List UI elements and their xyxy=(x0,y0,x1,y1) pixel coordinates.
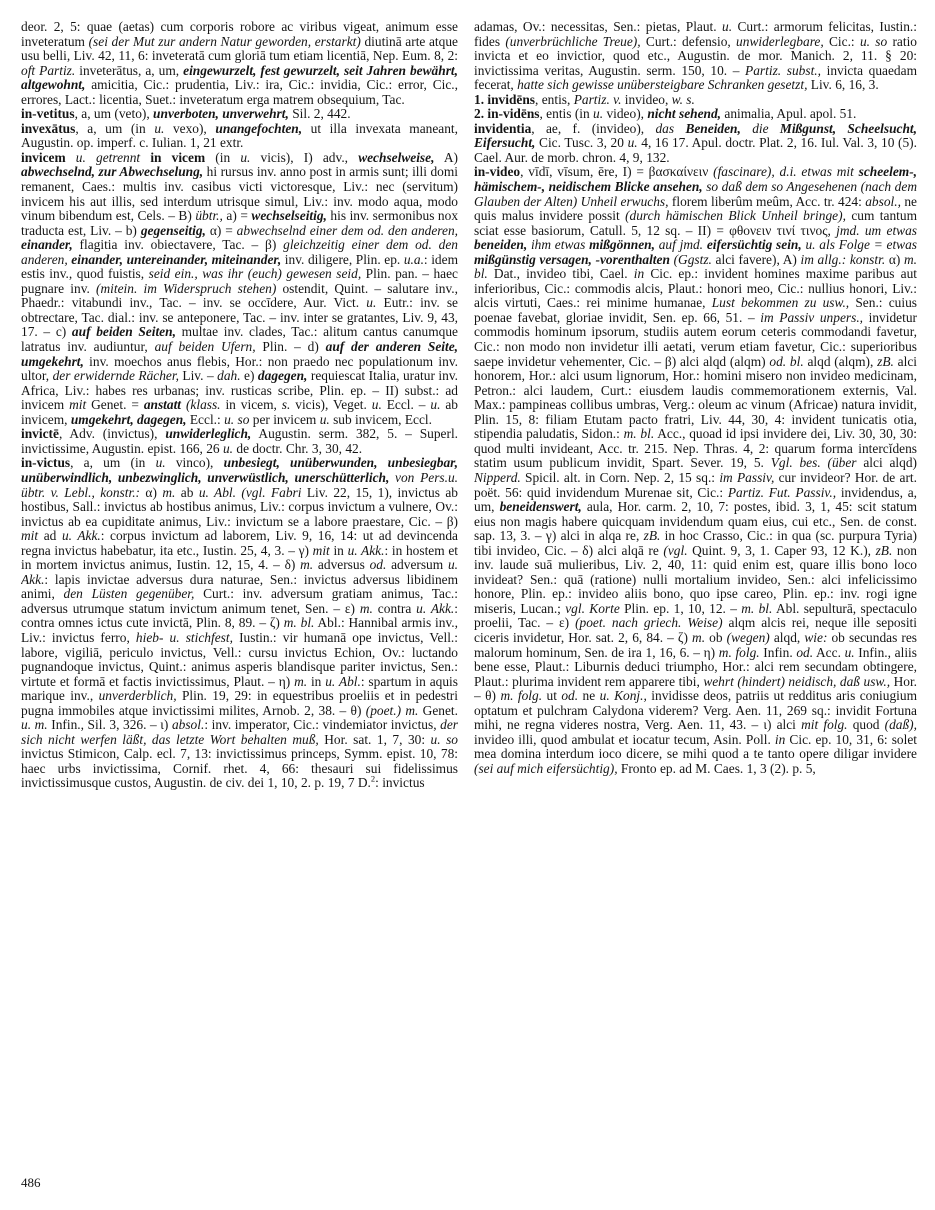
text-run: vexo), xyxy=(164,120,216,136)
text-run xyxy=(140,150,150,165)
text-run: Eccl. – xyxy=(381,397,431,413)
text-run: vicis), I) adv., xyxy=(250,149,359,165)
dictionary-entry xyxy=(474,122,917,166)
text-run: jmd. um etwas xyxy=(836,222,917,238)
text-run: so daß dem so Angesehenen (nach dem Glauben der Alten) Unheil erwuchs, xyxy=(474,179,917,209)
entry-lemma: 1. invidēns xyxy=(474,91,536,107)
text-run: ratio invicta et eo invictior, quod etc., Augustin. de mor. Manich. 2, 11. § 20: invictissima veritas, Augustin. serm. 150, 10. – xyxy=(474,33,917,78)
text-run: im Passiv unpers., xyxy=(760,309,864,325)
text-run: unangefochten, xyxy=(215,120,303,136)
text-run: quod xyxy=(847,717,885,733)
text-run: Liv. 22, 15, 1), invictus ab hostibus, Sall.: invictus ab hostibus animus, Liv.: corpus invictum a vulnere, Ov.: invictus ab ea cupiditate animus, Liv.: invictum se a labore praestare, Cic. – β) xyxy=(21,484,458,529)
text-run: zB. xyxy=(875,542,893,558)
text-run: , Adv. (invictus), xyxy=(58,426,166,442)
text-run: auf beiden Seiten, xyxy=(71,324,176,340)
text-run: ob secundas res malorum hominum, Sen. de ira 1, 16, 6. – η) xyxy=(474,629,917,660)
text-run: unwiderleglich, xyxy=(165,426,252,442)
text-run: dagegen, xyxy=(257,368,308,384)
text-run: wechselseitig, xyxy=(251,208,327,224)
text-run: wie: xyxy=(804,629,828,645)
text-run: gleichzeitig einer dem od. den anderen, xyxy=(21,237,458,267)
text-run: anstatt xyxy=(143,397,182,413)
text-run: requiescat Italia, uratur inv. Africa, Liv.: habes res urbanas; inv. rusticas scribe, Plin. ep. – II) subst.: ad invicem xyxy=(21,368,458,413)
text-run: hatte sich gewisse unübersteigbare Schranken gesetzt, xyxy=(517,77,808,93)
text-run: Genet. xyxy=(418,702,458,718)
text-run: Acc. xyxy=(813,644,845,660)
text-run: u. Akk. xyxy=(21,557,458,587)
text-run: m. bl. xyxy=(283,615,315,631)
text-run: auf beiden Ufern, xyxy=(154,339,256,355)
text-run: invidisse deos, patriis ut redditus aris coniugium optatum et pulchram Calydona viderem? Verg. Aen. 11, 269 sq.: invidit Fortuna mihi, ne regna videres nostra, Verg. Aen. 11, 43. – ι) alci xyxy=(474,688,917,733)
text-run: (vgl. xyxy=(663,542,688,558)
text-run: u. xyxy=(371,397,382,413)
text-run: multae inv. clades, Tac.: alitum cantus canumque latratus inv. audiuntur, xyxy=(21,324,458,355)
text-run: α) xyxy=(885,251,904,267)
text-run: u. getrennt xyxy=(75,149,141,165)
text-run: u. m. xyxy=(21,717,48,733)
text-run: Cic. ep.: invident homines maxime paribus aut inferioribus, Cic.: commodis alcis, Plaut.: honori meo, Cic.: nullius honori, Liv.: alcis virtuti, Caes.: rei minime humanae, xyxy=(474,266,917,311)
text-run: deor. 2, 5: quae (aetas) cum corporis robore ac viribus vigeat, animum esse inveteratum xyxy=(21,20,458,49)
text-run: vicis), Veget. xyxy=(290,397,372,413)
text-run: u. Abl. xyxy=(325,673,361,689)
text-run: : in hostem et in mortem invictus animus, Iustin. 12, 15, 4. – δ) xyxy=(21,542,458,573)
text-run: (durch hämischen Blick Unheil bringe), xyxy=(625,208,846,224)
dictionary-entry xyxy=(21,151,458,427)
text-run: alqd, xyxy=(769,629,805,645)
text-run: absol. xyxy=(171,717,205,733)
dictionary-entry xyxy=(474,165,917,776)
text-run: m. xyxy=(162,484,176,500)
text-run: mit xyxy=(312,542,330,558)
text-run: (poet. nach griech. Weise) xyxy=(575,615,723,631)
text-run: (Ggstz. xyxy=(669,251,712,267)
text-run: A) xyxy=(434,149,458,165)
text-run: invideo, xyxy=(621,91,672,107)
text-run: in xyxy=(329,542,348,558)
text-run: u. xyxy=(722,20,733,34)
text-run: u. so xyxy=(224,411,250,427)
text-run: diutinā arte atque usu belli, Liv. 42, 11, 6: inveteratā cum gloriā tum etiam licentiā, Nep. Eum. 8, 2: xyxy=(21,33,458,64)
text-run: seid ein., was ihr (euch) gewesen seid, xyxy=(148,266,362,282)
text-run: Abl. sepulturā, spectaculo proelii, Tac. – ε) xyxy=(474,600,917,631)
text-run: Infin. xyxy=(759,644,797,660)
text-run: Hor. – θ) xyxy=(474,673,917,704)
text-run: Liv. – xyxy=(178,368,218,384)
text-run: a) = xyxy=(222,208,252,224)
text-run: m. folg. xyxy=(718,644,760,660)
text-run: invicta quaedam fecerat, xyxy=(474,62,917,93)
dictionary-entry xyxy=(21,107,458,122)
text-run: Mißgunst, Scheelsucht, Eifersucht, xyxy=(474,120,917,151)
text-run: m. folg. xyxy=(500,688,543,704)
text-run: florem liberûm meûm, Acc. tr. 424: xyxy=(668,193,866,209)
text-run: unverderblich, xyxy=(98,688,177,704)
text-run: flagitia inv. obiectavere, Tac. – β) xyxy=(72,237,284,253)
text-run: Partiz. Fut. Passiv., xyxy=(727,484,837,500)
text-run: u. xyxy=(155,455,166,471)
text-run: od. xyxy=(561,688,579,704)
text-run: eifersüchtig sein, xyxy=(706,237,802,253)
text-run: hieb- u. stichfest, xyxy=(135,629,233,645)
text-run: Partiz. v. xyxy=(573,91,622,107)
text-run: Beneiden, xyxy=(685,120,741,136)
text-run: α) xyxy=(140,484,163,500)
text-run: ad xyxy=(38,528,62,544)
text-run: Curt.: defensio, xyxy=(640,33,737,49)
dictionary-entry xyxy=(21,427,458,456)
text-run: non inv. laude suā mulieribus, Liv. 2, 40, 11: quid enim est, quare illis bono loco invideat? Sen.: quā (ratione) nulli mortalium invideo, Sen.: alci infelicissimo honore, Plin. ep.: invideo aliis bono, quo ipse careo, Plin. ep.: inv. rogi igne miseris, Lucan.; xyxy=(474,542,917,616)
text-run: Lust bekommen zu usw., xyxy=(711,295,850,311)
text-run: im Passiv, xyxy=(719,469,775,485)
text-run: od. xyxy=(369,557,387,573)
text-run: od. bl. xyxy=(769,353,804,369)
text-run: zB. xyxy=(643,528,661,544)
text-run: (wegen) xyxy=(726,629,770,645)
text-run: eingewurzelt, fest gewurzelt, seit Jahren bewährt, altgewohnt, xyxy=(21,62,458,93)
text-run: oft Partiz. xyxy=(21,62,76,78)
text-run: vgl. Korte xyxy=(565,600,620,616)
text-run: s. xyxy=(281,397,291,413)
text-run: unwiderlegbare, xyxy=(736,33,824,49)
text-run: : idem estis inv., quod fuistis, xyxy=(21,251,458,282)
text-run: u. Abl. (vgl. Fabri xyxy=(198,484,302,500)
text-run: u. Akk. xyxy=(347,542,385,558)
text-run: Infin., Sil. 3, 326. – ι) xyxy=(47,717,172,733)
text-run: Hor. sat. 1, 7, 30: xyxy=(318,731,431,747)
text-run: von Pers.u. übtr. v. Lebl., konstr.: xyxy=(21,469,458,500)
text-run: u. so xyxy=(430,731,458,747)
text-run: Genet. = xyxy=(86,397,144,413)
entry-lemma: 2. in-vidēns xyxy=(474,106,540,122)
text-run: inv. moechos anus flebis, Hor.: non praedo nec populationum inv. ultor, xyxy=(21,353,458,384)
text-run: invictus Stimicon, Calp. ecl. 7, 13: invictissimus princeps, Symm. epist. 10, 78: haec urbs invictissima, Cornif. rhet. 4, 66: thesauri sui fidelissimus invictissimusque custos, Augustin. de civ. dei 1, 10, 2. p. 19, 7 D. xyxy=(21,746,458,791)
text-run: abwechselnd, zur Abwechselung, xyxy=(21,164,204,180)
text-run: alqd (alqm), xyxy=(803,353,878,369)
text-run: auf jmd. xyxy=(654,237,707,253)
entry-lemma: invicem xyxy=(21,149,66,165)
text-run: in vicem, xyxy=(220,397,282,413)
text-run: hi rursus inv. anno post in armis sunt; illi domi remanent, Caes.: multis inv. casibus victi victoresque, Liv.: nec (servitum) invicem his aut illis, sed interdum utrisque simul, Liv.: inv. modo aqua, modo vinum bibendum est, Cels. – B) xyxy=(21,164,458,224)
text-run: unbesiegt, unüberwunden, unbesiegbar, unüberwindlich, unbezwinglich, unverwüstlich, unerschütterlich, xyxy=(21,455,458,485)
entry-lemma: in vicem xyxy=(150,149,206,165)
text-run: 4, 16 17. Apul. doctr. Plat. 2, 16. Iul. Val. 3, 10 (5). Cael. Aur. de morb. chron. 4, 9, 132. xyxy=(474,135,917,165)
text-run: (sei auf mich eifersüchtig), xyxy=(474,760,618,776)
text-run: adversum xyxy=(386,557,448,573)
text-run: : corpus invictum ad laborem, Liv. 9, 16, 14: ut ad devincenda regna invictus habebatur, ita etc., Iustin. 25, 4, 3. – γ) xyxy=(21,528,458,558)
text-run: m. xyxy=(300,557,314,573)
text-run: beneiden, xyxy=(474,237,528,253)
text-run: Acc., quoad id ipsi invidere dei, Liv. 30, 30, 30: quod multi invideant, Acc. tr. 215. Nep. Thras. 4, 2: quarum forma intercĭdens statim usum publicum invidit, Spart. Sever. 19, 5. xyxy=(474,426,917,471)
text-run: Cic. ep. 10, 31, 6: solet mea domina interdum ioco dicere, se mihi quod a te tanto opere diligar invidere xyxy=(474,731,917,762)
text-run: : spartum in aquis marique inv., xyxy=(21,673,458,704)
text-run: , entis, xyxy=(535,91,574,107)
text-run: e) xyxy=(240,368,258,384)
text-run: m. bl. xyxy=(474,251,917,282)
text-run: cum tantum sciat esse basiorum, Catull. 5, 12 sq. – II) = φθονειν τινί τινος, xyxy=(474,208,917,238)
text-run: : inv. imperator, Cic.: vindemiator invictus, xyxy=(204,717,441,733)
text-run: w. s. xyxy=(671,91,695,107)
text-run: alci alqd) xyxy=(856,455,917,471)
text-run: animalia, Apul. apol. 51. xyxy=(721,106,857,122)
text-run: de doctr. Chr. 3, 30, 42. xyxy=(233,440,363,456)
text-run: Vgl. bes. (über xyxy=(770,455,857,471)
text-run: inveterātus, a, um, xyxy=(75,62,184,78)
text-run: (klass. xyxy=(181,397,221,413)
text-run: u. Konj., xyxy=(599,688,647,704)
text-run: Eccl.: xyxy=(186,411,225,427)
text-run: auf der anderen Seite, umgekehrt, xyxy=(21,339,458,369)
text-run: 2 xyxy=(370,773,376,784)
text-run: sub invicem, Eccl. xyxy=(329,411,432,427)
text-run: , a, um (veto), xyxy=(74,106,154,122)
text-run: , a, um (in xyxy=(70,455,156,471)
text-run: inv. diligere, Plin. ep. xyxy=(281,251,404,267)
text-run: Fronto ep. ad M. Caes. 1, 3 (2). p. 5, xyxy=(617,760,816,776)
text-run: m. xyxy=(294,673,308,689)
text-run: Plin. – d) xyxy=(255,339,326,355)
text-run: : invictus xyxy=(375,775,425,791)
text-run: Eutr.: inv. se obtrectare, Tac. dial.: inv. se anteponere, Tac. – inv. inter se gratantes, Liv. 9, 43, 17. – c) xyxy=(21,295,458,340)
dictionary-entry xyxy=(21,122,458,151)
dictionary-entry xyxy=(474,107,917,122)
text-run: : lapis invictae adversus dura naturae, Sen.: invictus adversus libidinem animi, xyxy=(21,571,458,602)
text-run: alqm alcis rei, neque ille sepositi ciceris invidetur, Hor. sat. 2, 6, 84. – ζ) xyxy=(474,615,917,645)
text-run: amicitia, Cic.: prudentia, Liv.: ira, Cic.: invidia, Cic.: error, Cic., errores, Lact.: licentia, Suet.: inveteratum erga matrem obsequium, Tac. xyxy=(21,77,458,107)
entry-lemma: invidentia xyxy=(474,120,532,136)
text-run: u. xyxy=(366,295,377,311)
text-run: in hoc Crasso, Cic.: in qua (sc. purpura Tyria) tibi invideo, Cic. – δ) alci alqā re xyxy=(474,528,917,558)
text-run: ab invicem, xyxy=(21,397,458,427)
text-run: nicht sehend, xyxy=(647,106,722,122)
text-run: Plin. 19, 29: in equestribus proeliis et in pedestri pugna immobiles atque invictissimi milites, Arnob. 2, 38. – θ) xyxy=(21,688,458,718)
text-run: Quint. 9, 3, 1. Caper 93, 12 K.), xyxy=(687,542,876,558)
text-run: scheelem-, hämischem-, neidischem Blicke ansehen, xyxy=(474,164,917,195)
text-run: Partiz. subst., xyxy=(745,62,821,78)
text-run: (unverbrüchliche Treue), xyxy=(505,33,641,49)
text-run: u. xyxy=(593,106,604,122)
text-run: dah. xyxy=(217,368,241,384)
text-run: unverboten, unverwehrt, xyxy=(153,106,289,122)
text-run: Abl.: Hannibal armis inv., Liv.: invictus ferro, xyxy=(21,615,458,645)
text-run: umgekehrt, dagegen, xyxy=(70,411,187,427)
text-run: adversus xyxy=(313,557,370,573)
text-run: (fascinare), d.i. etwas mit xyxy=(713,164,859,180)
text-run: m. xyxy=(692,629,706,645)
text-run: u. Akk. xyxy=(61,528,101,544)
text-run: vinco), xyxy=(165,455,224,471)
text-run: u.a. xyxy=(403,251,424,267)
text-run: Nipperd. xyxy=(474,469,521,485)
text-run: Sil. 2, 442. xyxy=(288,106,351,122)
text-run: der erwidernde Rächer, xyxy=(52,368,179,384)
text-run: ostendit, Quint. – salutare inv., Phaedr.: vitabundi inv., Tac. – inv. se occīdere, Aur. Vict. xyxy=(21,280,458,311)
text-run: ob xyxy=(705,629,727,645)
text-run: ab xyxy=(175,484,199,500)
entry-lemma: invictē xyxy=(21,426,59,442)
text-run: , vīdī, vīsum, ēre, I) = βασκαίνειν xyxy=(520,164,714,180)
text-run: mit xyxy=(21,528,39,544)
dictionary-entry xyxy=(21,456,458,791)
text-run: u. xyxy=(627,135,638,151)
text-run: invidetur commodis hominum ipsorum, studiis autem eorum ceteris commodandi favetur, Cic.: non modo non invidetur illi aetati, verum etiam favetur, Cic.: superioribus saepe invidetur vehementer, Cic. – β) alci alqd (alqm) xyxy=(474,309,917,369)
text-run: in xyxy=(633,266,645,282)
entry-lemma: in-video xyxy=(474,164,521,180)
page-footer xyxy=(21,1175,917,1191)
text-run: mißgünstig versagen, -vorenthalten xyxy=(474,251,670,267)
text-run: in xyxy=(307,673,326,689)
text-run: einander, xyxy=(21,237,73,253)
left-column xyxy=(21,20,458,1166)
text-run: im allg.: konstr. xyxy=(800,251,886,267)
text-run: m. xyxy=(359,600,373,616)
text-run: aula, Hor. carm. 2, 10, 7: postes, ibid. 3, 1, 45: scit statum eius non magis habere quicquam invidendum quam eius, cui etc., Sen. de const. sap. 13, 3. – γ) alci in alqa re, xyxy=(474,499,917,544)
text-run: ihm etwas xyxy=(527,237,590,253)
text-run: od. xyxy=(796,644,814,660)
text-columns xyxy=(21,20,917,1166)
text-run: u. xyxy=(319,411,330,427)
text-run: übtr., xyxy=(195,208,223,224)
text-run: Cic.: xyxy=(823,33,860,49)
text-run: ut xyxy=(542,688,562,704)
text-run: u. xyxy=(222,440,234,456)
text-run: (sei der Mut zur andern Natur geworden, erstarkt) xyxy=(88,33,361,49)
text-run: Dat., invideo tibi, Cael. xyxy=(487,266,634,282)
text-run: per invicem xyxy=(249,411,320,427)
entry-lemma: invexātus xyxy=(21,120,76,136)
text-run: Infin., aliis bene esse, Plaut.: Liburnis deduci triumpho, Hor.: alci rem secundam obtingere, Plaut.: plurima invident rem apparere tibi, xyxy=(474,644,917,689)
text-run: , a, um (in xyxy=(75,120,155,136)
text-run: mit xyxy=(69,397,87,413)
text-run: (daß), xyxy=(884,717,917,733)
text-run: absol., xyxy=(865,193,901,209)
text-run: u. als Folge = etwas xyxy=(801,237,917,253)
text-run: gegenseitig, xyxy=(140,222,206,238)
page-number: 486 xyxy=(21,1175,41,1190)
text-run: u. xyxy=(240,149,251,165)
dictionary-entry xyxy=(474,93,917,108)
text-run: Curt.: armorum felicitas, Iustin.: fides xyxy=(474,20,917,49)
text-run: ne quis malus invidere possit xyxy=(474,193,917,224)
text-run: wehrt (hindert) neidisch, daß usw., xyxy=(703,673,891,689)
text-run: zB. xyxy=(877,353,894,369)
text-run: invideo illi, quod ambulat et iocatur tecum, Asin. Poll. xyxy=(474,731,775,747)
dictionary-entry xyxy=(21,20,458,107)
text-run: his inv. sermonibus nox traducta est, Liv. – b) xyxy=(21,208,458,238)
right-column xyxy=(474,20,917,1166)
text-run: Augustin. serm. 382, 5. – Superl. invictissime, Augustin. epist. 166, 26 xyxy=(21,426,458,456)
text-run: alci favere), A) xyxy=(711,251,801,267)
text-run: Cic. Tusc. 3, 20 xyxy=(535,135,628,151)
text-run: beneidenswert, xyxy=(499,499,582,515)
text-run: abwechselnd einer dem od. den anderen, xyxy=(236,222,458,238)
text-run: u. Akk. xyxy=(416,600,455,616)
text-run: α) = xyxy=(205,222,237,238)
text-run: u. xyxy=(844,644,855,660)
text-run: der sich nicht werfen läßt, das letzte Wort behalten muß, xyxy=(21,717,458,747)
entry-lemma: in-vetitus xyxy=(21,106,75,122)
text-run: alci honorem, Hor.: alci usum lignorum, Hor.: homini misero non invideo medicinam, Petron.: alci laudem, Curt.: eiusdem laudis commemorationem externis, Val. Max.: pampineas collibus umbras, Verg.: oleum ac vinum (Africae) natura invidit, Plin. 15, 8: filiam Etutam pacto fratri, Liv. 44, 30, 4: invident tunicatis otia, stipendia paludatis, Sidon.: xyxy=(474,353,917,442)
text-run: Plin. ep. 1, 10, 12. – xyxy=(619,600,742,616)
text-run: , entis (in xyxy=(539,106,594,122)
text-run: Iustin.: vir humanā ope invictus, Vell.: labore, vigiliā, periculo invictus, Vell.: cursu invictus Echion, Ov.: luctando pugnandoque invictus, Quint.: animus asperis blandisque pariter invictus, Sen.: virtute et formā et factis invictissimus, Plaut. – η) xyxy=(21,629,458,689)
text-run: u. xyxy=(154,120,165,136)
text-run: (in xyxy=(205,149,241,165)
text-run: Liv. 6, 16, 3. xyxy=(807,77,879,93)
text-run: den Lüsten gegenüber, xyxy=(63,586,195,602)
text-run: mit folg. xyxy=(801,717,848,733)
text-run: , ae, f. (invideo), xyxy=(531,120,656,136)
text-run: u. xyxy=(430,397,441,413)
text-run: (poet.) m. xyxy=(365,702,419,718)
text-run: in xyxy=(774,731,786,747)
text-run: (mitein. im Widerspruch stehen) xyxy=(96,280,277,296)
text-run: video), xyxy=(603,106,648,122)
text-run: ut illa invexata maneant, Augustin. op. imperf. c. Iulian. 1, 21 extr. xyxy=(21,120,458,151)
dictionary-entry xyxy=(474,20,917,93)
entry-lemma: in-victus xyxy=(21,455,71,471)
text-run: mißgönnen, xyxy=(589,237,655,253)
text-run: m. bl. xyxy=(741,600,773,616)
text-run: einander, untereinander, miteinander, xyxy=(67,251,282,267)
text-run: Spicil. alt. in Corn. Nep. 2, 15 sq.: xyxy=(520,469,720,485)
text-run: ne xyxy=(578,688,600,704)
text-run: : contra omnes ictus cute invictā, Plin. 8, 89. – ζ) xyxy=(21,600,458,631)
text-run: contra xyxy=(372,600,417,616)
text-run: invidendus, a, um, xyxy=(474,484,917,515)
text-run: Curt.: inv. adversum gratiam animus, Tac.: adversus utrumque statum invictum animum tenet, Sen. – ε) xyxy=(21,586,458,616)
text-run: m. bl. xyxy=(623,426,655,442)
text-run: Plin. pan. – haec pugnare inv. xyxy=(21,266,458,296)
text-run: u. so xyxy=(859,33,888,49)
text-run xyxy=(66,150,76,165)
text-run: wechselweise, xyxy=(358,149,435,165)
text-run: adamas, Ov.: necessitas, Sen.: pietas, Plaut. xyxy=(474,20,723,34)
text-run: Sen.: cuius poenae favebat, gloriae invidit, Sen. ep. 66, 51. – xyxy=(474,295,917,325)
text-run: cur invideor? Hor. de art. poët. 56: quid invidendum Murenae sit, Cic.: xyxy=(474,469,917,500)
text-run: das xyxy=(655,120,686,136)
text-run: die xyxy=(740,120,780,136)
